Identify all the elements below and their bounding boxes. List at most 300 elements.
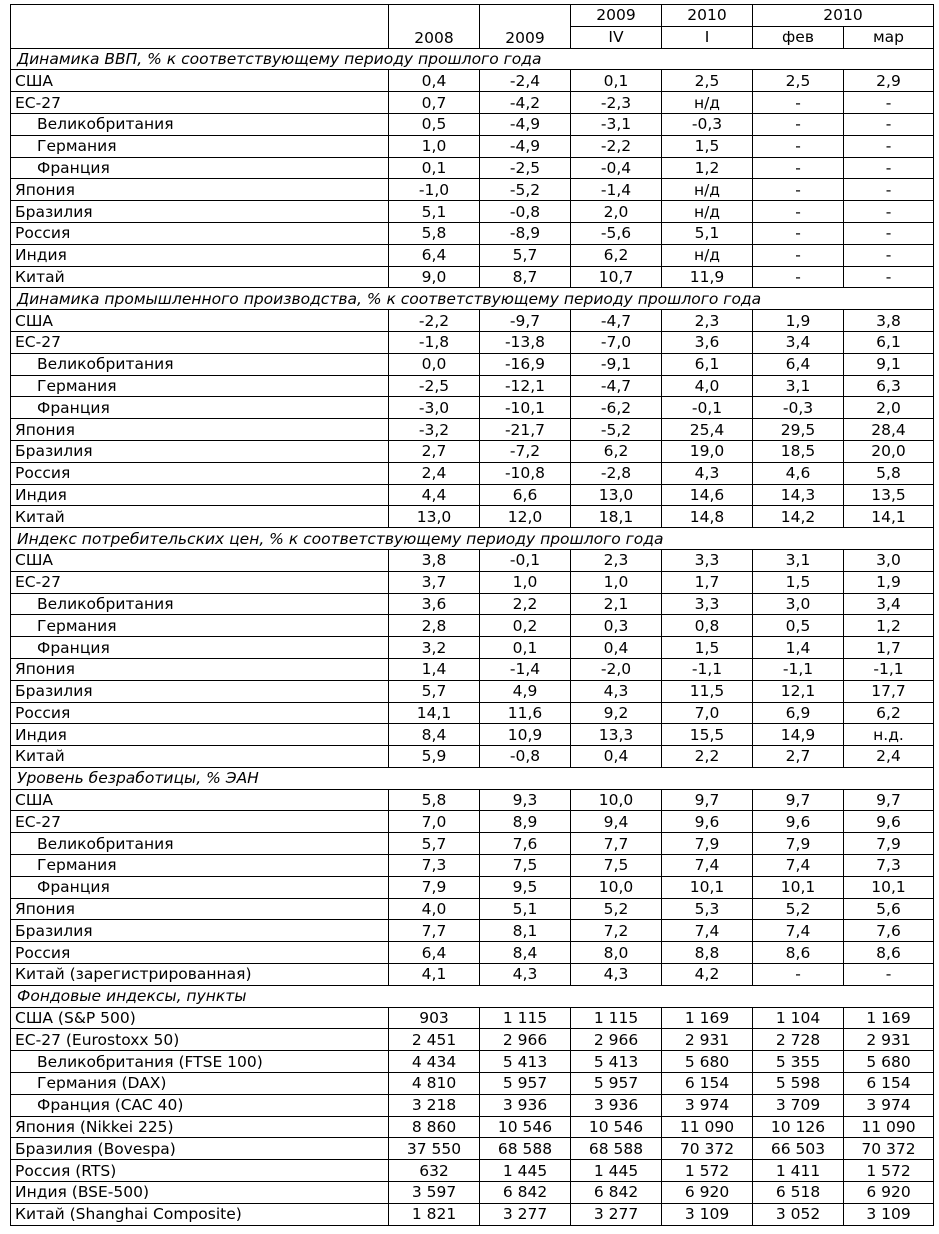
value-cell: 2 931 (844, 1029, 934, 1051)
row-label: Китай (зарегистрированная) (11, 964, 389, 986)
value-cell: 6 518 (753, 1182, 844, 1204)
value-cell: -5,2 (480, 179, 571, 201)
table-row (11, 789, 934, 811)
header-year-2009: 2009 (480, 5, 571, 49)
value-cell: -1,4 (571, 179, 662, 201)
value-cell: 3 974 (662, 1094, 753, 1116)
value-cell: - (753, 113, 844, 135)
section-title: Индекс потребительских цен, % к соответствующему периоду прошлого года (11, 528, 934, 550)
table-row (11, 724, 934, 746)
value-cell: 28,4 (844, 419, 934, 441)
row-label: США (11, 70, 389, 92)
value-cell: 3 709 (753, 1094, 844, 1116)
value-cell: -2,3 (571, 92, 662, 114)
value-cell: 7,4 (662, 855, 753, 877)
value-cell: 3,2 (389, 637, 480, 659)
value-cell: -0,3 (662, 113, 753, 135)
section-title: Уровень безработицы, % ЭАН (11, 767, 934, 789)
section-row (11, 48, 934, 70)
table-row (11, 1073, 934, 1095)
value-cell: 7,7 (389, 920, 480, 942)
value-cell: -0,3 (753, 397, 844, 419)
economic-indicators-table (10, 4, 934, 1226)
value-cell: - (844, 201, 934, 223)
value-cell: -10,8 (480, 462, 571, 484)
value-cell: 0,5 (389, 113, 480, 135)
value-cell: 3,0 (844, 549, 934, 571)
value-cell: 6,2 (571, 440, 662, 462)
value-cell: 6 154 (662, 1073, 753, 1095)
row-label: Китай (Shanghai Composite) (11, 1203, 389, 1225)
table-row (11, 1029, 934, 1051)
value-cell: -2,8 (571, 462, 662, 484)
section-title: Динамика промышленного производства, % к соответствующему периоду прошлого года (11, 288, 934, 310)
value-cell: 13,0 (571, 484, 662, 506)
value-cell: -6,2 (571, 397, 662, 419)
value-cell: 7,0 (662, 702, 753, 724)
table-row (11, 201, 934, 223)
row-label: Великобритания (11, 113, 389, 135)
value-cell: 1 445 (480, 1160, 571, 1182)
value-cell: -10,1 (480, 397, 571, 419)
value-cell: 18,5 (753, 440, 844, 462)
table-row (11, 549, 934, 571)
value-cell: -7,2 (480, 440, 571, 462)
row-label: Германия (11, 375, 389, 397)
value-cell: - (753, 222, 844, 244)
value-cell: - (844, 222, 934, 244)
value-cell: - (753, 201, 844, 223)
value-cell: 3 218 (389, 1094, 480, 1116)
value-cell: 37 550 (389, 1138, 480, 1160)
section-row (11, 767, 934, 789)
table-row (11, 1116, 934, 1138)
value-cell: -9,7 (480, 310, 571, 332)
value-cell: -1,1 (753, 658, 844, 680)
value-cell: 4,4 (389, 484, 480, 506)
value-cell: 3,3 (662, 549, 753, 571)
row-label: Франция (11, 637, 389, 659)
value-cell: 2,2 (480, 593, 571, 615)
row-label: Бразилия (11, 920, 389, 942)
value-cell: 0,2 (480, 615, 571, 637)
header-year-2008: 2008 (389, 5, 480, 49)
row-label: Великобритания (11, 593, 389, 615)
value-cell: 3,1 (753, 549, 844, 571)
value-cell: 8,1 (480, 920, 571, 942)
table-row (11, 179, 934, 201)
row-label: США (S&P 500) (11, 1007, 389, 1029)
table-row (11, 70, 934, 92)
value-cell: н/д (662, 201, 753, 223)
value-cell: 1,4 (753, 637, 844, 659)
table-row (11, 266, 934, 288)
value-cell: -2,5 (389, 375, 480, 397)
value-cell: 7,5 (571, 855, 662, 877)
value-cell: 4,1 (389, 964, 480, 986)
value-cell: 9,3 (480, 789, 571, 811)
header-group-2010-months: 2010 (753, 5, 934, 27)
value-cell: 3,8 (389, 549, 480, 571)
header-sub-i: I (662, 26, 753, 48)
value-cell: 66 503 (753, 1138, 844, 1160)
value-cell: 8,6 (844, 942, 934, 964)
value-cell: 20,0 (844, 440, 934, 462)
value-cell: 6,4 (753, 353, 844, 375)
value-cell: -2,5 (480, 157, 571, 179)
row-label: Китай (11, 266, 389, 288)
header-sub-feb: фев (753, 26, 844, 48)
value-cell: -1,4 (480, 658, 571, 680)
value-cell: 2,4 (844, 746, 934, 768)
value-cell: - (753, 266, 844, 288)
value-cell: -12,1 (480, 375, 571, 397)
value-cell: 12,1 (753, 680, 844, 702)
row-label: Россия (11, 462, 389, 484)
value-cell: 8,8 (662, 942, 753, 964)
header-row-1 (11, 5, 934, 27)
table-row (11, 876, 934, 898)
value-cell: 2 931 (662, 1029, 753, 1051)
header-group-2009: 2009 (571, 5, 662, 27)
value-cell: 3,4 (844, 593, 934, 615)
value-cell: 0,0 (389, 353, 480, 375)
value-cell: н/д (662, 92, 753, 114)
table-row (11, 440, 934, 462)
value-cell: 6 920 (844, 1182, 934, 1204)
value-cell: 2 966 (571, 1029, 662, 1051)
value-cell: 5,8 (389, 222, 480, 244)
row-label: ЕС-27 (Eurostoxx 50) (11, 1029, 389, 1051)
value-cell: 6,4 (389, 942, 480, 964)
value-cell: - (844, 92, 934, 114)
value-cell: 0,1 (571, 70, 662, 92)
value-cell: 14,3 (753, 484, 844, 506)
row-label: Россия (RTS) (11, 1160, 389, 1182)
value-cell: 5,7 (389, 680, 480, 702)
value-cell: 17,7 (844, 680, 934, 702)
value-cell: 5 598 (753, 1073, 844, 1095)
value-cell: 10,1 (662, 876, 753, 898)
value-cell: 5,3 (662, 898, 753, 920)
value-cell: 7,5 (480, 855, 571, 877)
value-cell: 1 821 (389, 1203, 480, 1225)
value-cell: 1 169 (844, 1007, 934, 1029)
row-label: Россия (11, 942, 389, 964)
value-cell: 5,1 (480, 898, 571, 920)
value-cell: - (844, 964, 934, 986)
value-cell: 6 920 (662, 1182, 753, 1204)
value-cell: -4,9 (480, 135, 571, 157)
value-cell: 9,6 (662, 811, 753, 833)
value-cell: -0,1 (480, 549, 571, 571)
value-cell: - (753, 244, 844, 266)
header-sub-mar: мар (844, 26, 934, 48)
value-cell: 12,0 (480, 506, 571, 528)
value-cell: 13,0 (389, 506, 480, 528)
value-cell: 14,2 (753, 506, 844, 528)
value-cell: 3 277 (571, 1203, 662, 1225)
row-label: Япония (11, 179, 389, 201)
value-cell: 8 860 (389, 1116, 480, 1138)
value-cell: 7,6 (844, 920, 934, 942)
value-cell: 3 936 (480, 1094, 571, 1116)
value-cell: 68 588 (480, 1138, 571, 1160)
value-cell: 68 588 (571, 1138, 662, 1160)
value-cell: 8,4 (480, 942, 571, 964)
value-cell: 7,4 (753, 920, 844, 942)
table-row (11, 222, 934, 244)
value-cell: -1,0 (389, 179, 480, 201)
value-cell: - (753, 92, 844, 114)
value-cell: 6,6 (480, 484, 571, 506)
value-cell: 4,3 (571, 964, 662, 986)
value-cell: 3,4 (753, 331, 844, 353)
value-cell: 1 115 (480, 1007, 571, 1029)
table-row (11, 397, 934, 419)
value-cell: 13,5 (844, 484, 934, 506)
value-cell: 10,1 (844, 876, 934, 898)
value-cell: 10 546 (571, 1116, 662, 1138)
value-cell: 7,0 (389, 811, 480, 833)
value-cell: 5,8 (389, 789, 480, 811)
value-cell: 3 277 (480, 1203, 571, 1225)
value-cell: 6,1 (662, 353, 753, 375)
table-row (11, 1007, 934, 1029)
value-cell: 3 052 (753, 1203, 844, 1225)
value-cell: 3,6 (389, 593, 480, 615)
value-cell: -3,0 (389, 397, 480, 419)
value-cell: 29,5 (753, 419, 844, 441)
value-cell: н/д (662, 244, 753, 266)
value-cell: 4 434 (389, 1051, 480, 1073)
row-label: Франция (CAC 40) (11, 1094, 389, 1116)
value-cell: 7,9 (389, 876, 480, 898)
value-cell: 3 109 (844, 1203, 934, 1225)
value-cell: -0,8 (480, 746, 571, 768)
value-cell: -4,7 (571, 375, 662, 397)
value-cell: 2 451 (389, 1029, 480, 1051)
value-cell: -0,4 (571, 157, 662, 179)
value-cell: - (844, 266, 934, 288)
value-cell: 10,1 (753, 876, 844, 898)
value-cell: 9,5 (480, 876, 571, 898)
value-cell: 13,3 (571, 724, 662, 746)
section-row (11, 985, 934, 1007)
value-cell: 0,4 (389, 70, 480, 92)
value-cell: 9,0 (389, 266, 480, 288)
value-cell: 6,4 (389, 244, 480, 266)
value-cell: - (753, 157, 844, 179)
value-cell: -1,1 (662, 658, 753, 680)
value-cell: - (844, 179, 934, 201)
table-row (11, 855, 934, 877)
value-cell: 2 728 (753, 1029, 844, 1051)
value-cell: 4,9 (480, 680, 571, 702)
value-cell: 1,0 (480, 571, 571, 593)
value-cell: 3,0 (753, 593, 844, 615)
value-cell: 1,5 (753, 571, 844, 593)
table-row (11, 113, 934, 135)
row-label: Япония (11, 419, 389, 441)
table-row (11, 920, 934, 942)
row-label: Япония (11, 658, 389, 680)
value-cell: 1 169 (662, 1007, 753, 1029)
value-cell: 5,2 (753, 898, 844, 920)
value-cell: 4,6 (753, 462, 844, 484)
value-cell: 11 090 (844, 1116, 934, 1138)
row-label: Япония (11, 898, 389, 920)
value-cell: 4,0 (662, 375, 753, 397)
row-label: Франция (11, 157, 389, 179)
value-cell: 14,1 (389, 702, 480, 724)
value-cell: 9,7 (844, 789, 934, 811)
value-cell: 10,0 (571, 789, 662, 811)
table-row (11, 484, 934, 506)
row-label: Бразилия (11, 680, 389, 702)
value-cell: 15,5 (662, 724, 753, 746)
value-cell: 10 126 (753, 1116, 844, 1138)
table-row (11, 571, 934, 593)
value-cell: - (844, 113, 934, 135)
table-row (11, 419, 934, 441)
section-row (11, 528, 934, 550)
table-body (11, 5, 934, 1226)
value-cell: 5,1 (662, 222, 753, 244)
value-cell: -1,8 (389, 331, 480, 353)
value-cell: 1,2 (662, 157, 753, 179)
value-cell: 5,9 (389, 746, 480, 768)
value-cell: 4,2 (662, 964, 753, 986)
value-cell: 25,4 (662, 419, 753, 441)
value-cell: 1,0 (389, 135, 480, 157)
value-cell: -13,8 (480, 331, 571, 353)
row-label: Япония (Nikkei 225) (11, 1116, 389, 1138)
table-row (11, 331, 934, 353)
table-row (11, 1160, 934, 1182)
row-label: ЕС-27 (11, 331, 389, 353)
table-row (11, 1138, 934, 1160)
value-cell: 1 115 (571, 1007, 662, 1029)
value-cell: 2 966 (480, 1029, 571, 1051)
value-cell: 7,9 (753, 833, 844, 855)
row-label: США (11, 310, 389, 332)
value-cell: 3,3 (662, 593, 753, 615)
value-cell: 5,8 (844, 462, 934, 484)
value-cell: 6,3 (844, 375, 934, 397)
value-cell: 2,1 (571, 593, 662, 615)
value-cell: 5,7 (389, 833, 480, 855)
value-cell: 5 413 (571, 1051, 662, 1073)
value-cell: 5,1 (389, 201, 480, 223)
value-cell: 1,0 (571, 571, 662, 593)
value-cell: 0,3 (571, 615, 662, 637)
value-cell: 1,9 (844, 571, 934, 593)
table-row (11, 92, 934, 114)
value-cell: 0,4 (571, 746, 662, 768)
value-cell: 5,7 (480, 244, 571, 266)
value-cell: 3 974 (844, 1094, 934, 1116)
table-row (11, 506, 934, 528)
value-cell: 7,6 (480, 833, 571, 855)
section-row (11, 288, 934, 310)
value-cell: 3,6 (662, 331, 753, 353)
value-cell: -3,2 (389, 419, 480, 441)
value-cell: 0,5 (753, 615, 844, 637)
value-cell: 11,9 (662, 266, 753, 288)
value-cell: 1,5 (662, 135, 753, 157)
row-label: Бразилия (11, 440, 389, 462)
value-cell: 18,1 (571, 506, 662, 528)
value-cell: 4,3 (662, 462, 753, 484)
value-cell: - (844, 244, 934, 266)
value-cell: н/д (662, 179, 753, 201)
value-cell: 10,9 (480, 724, 571, 746)
row-label: Россия (11, 702, 389, 724)
value-cell: 6 154 (844, 1073, 934, 1095)
table-row (11, 310, 934, 332)
value-cell: -4,7 (571, 310, 662, 332)
value-cell: 2,8 (389, 615, 480, 637)
value-cell: 1,5 (662, 637, 753, 659)
value-cell: - (753, 135, 844, 157)
value-cell: 4 810 (389, 1073, 480, 1095)
value-cell: 5,2 (571, 898, 662, 920)
value-cell: 14,1 (844, 506, 934, 528)
value-cell: 1,7 (662, 571, 753, 593)
header-blank-cell (11, 5, 389, 49)
value-cell: 1,2 (844, 615, 934, 637)
value-cell: 7,7 (571, 833, 662, 855)
value-cell: - (844, 157, 934, 179)
value-cell: -2,0 (571, 658, 662, 680)
value-cell: -5,6 (571, 222, 662, 244)
value-cell: 9,1 (844, 353, 934, 375)
table-row (11, 615, 934, 637)
value-cell: -2,4 (480, 70, 571, 92)
table-row (11, 157, 934, 179)
value-cell: 1,7 (844, 637, 934, 659)
value-cell: 5 957 (571, 1073, 662, 1095)
value-cell: 0,4 (571, 637, 662, 659)
value-cell: -0,1 (662, 397, 753, 419)
value-cell: 11,5 (662, 680, 753, 702)
value-cell: -16,9 (480, 353, 571, 375)
value-cell: - (753, 179, 844, 201)
value-cell: 8,6 (753, 942, 844, 964)
value-cell: 14,6 (662, 484, 753, 506)
value-cell: 5 957 (480, 1073, 571, 1095)
table-row (11, 135, 934, 157)
value-cell: 5 680 (844, 1051, 934, 1073)
value-cell: 6,1 (844, 331, 934, 353)
row-label: Германия (11, 855, 389, 877)
value-cell: 1 572 (844, 1160, 934, 1182)
value-cell: 3 597 (389, 1182, 480, 1204)
value-cell: 9,6 (753, 811, 844, 833)
table-row (11, 1094, 934, 1116)
value-cell: -5,2 (571, 419, 662, 441)
value-cell: -2,2 (389, 310, 480, 332)
row-label: Франция (11, 876, 389, 898)
row-label: Индия (BSE-500) (11, 1182, 389, 1204)
row-label: Китай (11, 506, 389, 528)
value-cell: 7,9 (844, 833, 934, 855)
table-row (11, 637, 934, 659)
value-cell: 6,2 (844, 702, 934, 724)
row-label: Бразилия (Bovespa) (11, 1138, 389, 1160)
row-label: Великобритания (11, 353, 389, 375)
